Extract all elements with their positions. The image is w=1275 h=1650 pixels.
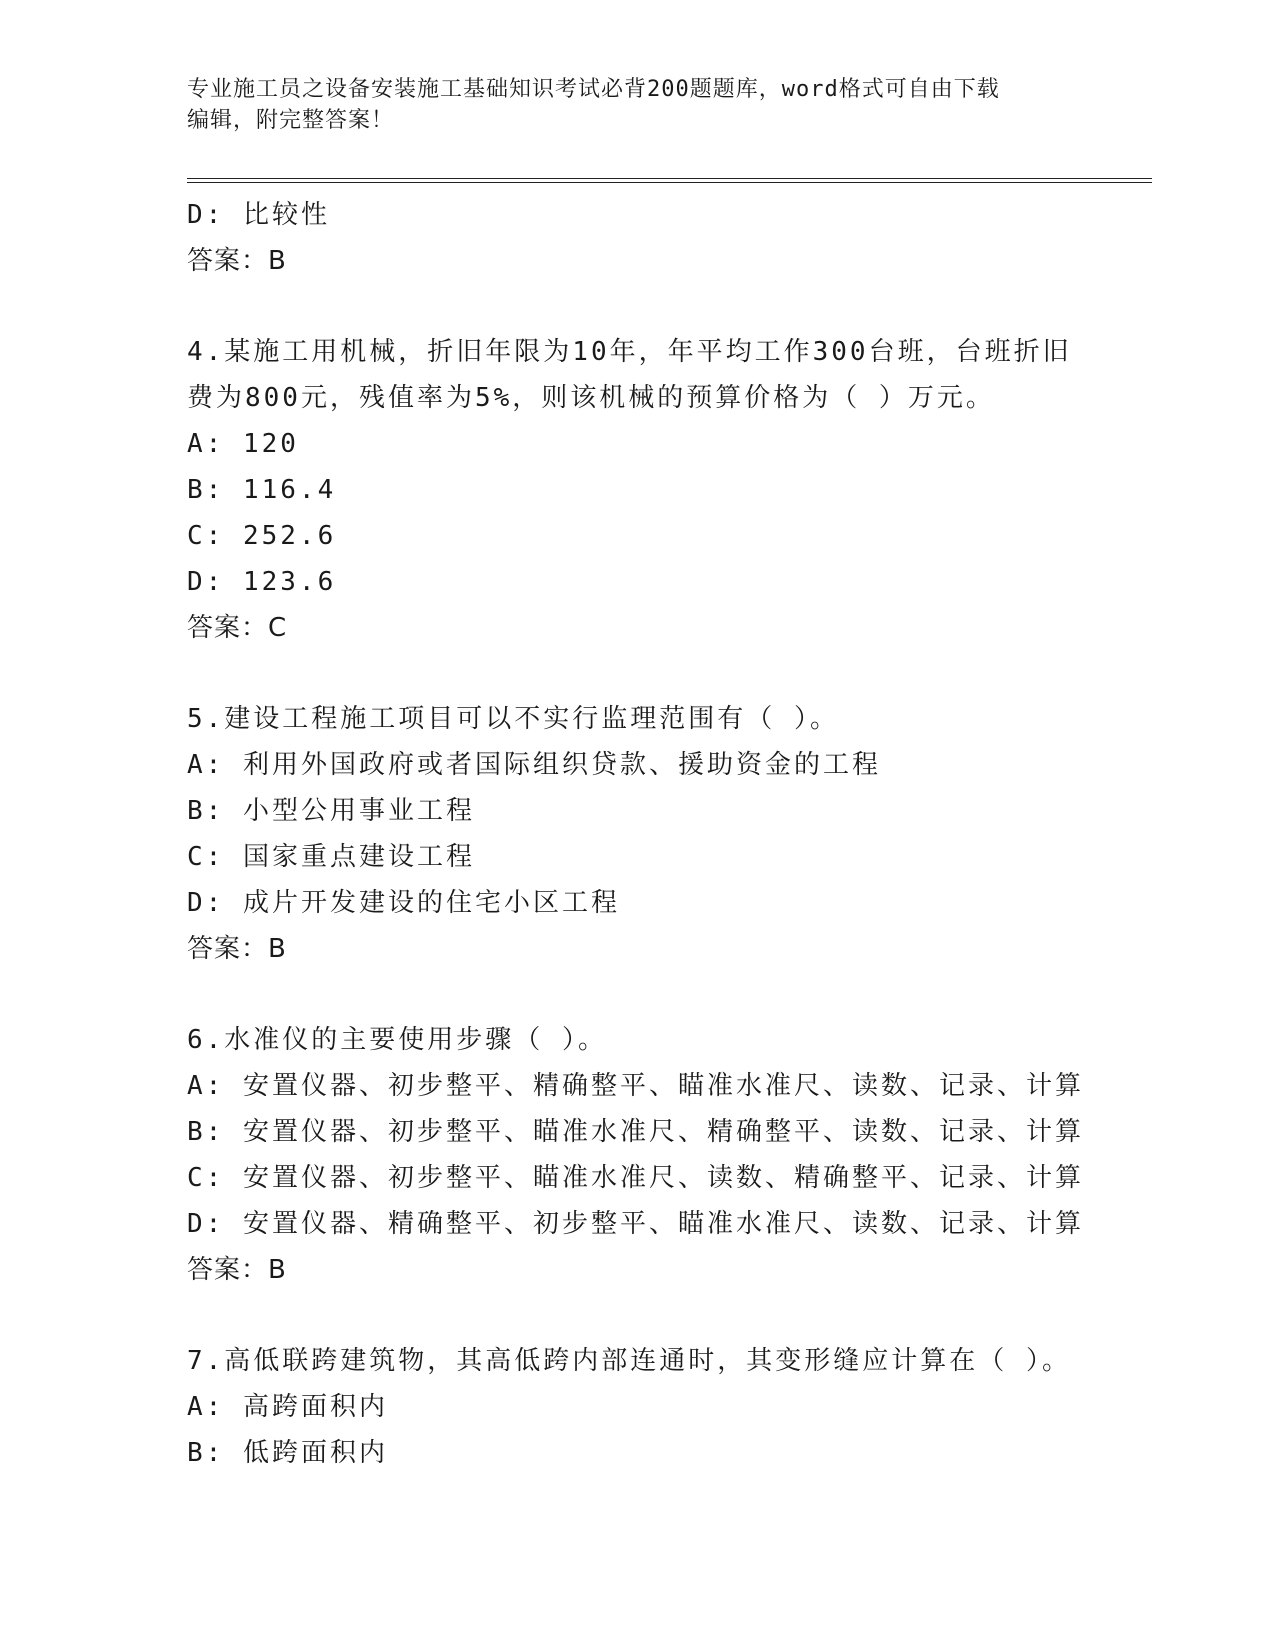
answer-line: 答案：B (187, 246, 287, 276)
answer-line: 答案：C (187, 613, 288, 643)
header-title-line-1: 专业施工员之设备安装施工基础知识考试必背200题题库，word格式可自由下载 (187, 77, 1000, 102)
question-block-6 (187, 1017, 1087, 1293)
header-title-line-2: 编辑，附完整答案！ (187, 108, 395, 133)
document-header (187, 74, 1067, 136)
option-b: B: 116.4 (187, 475, 337, 505)
question-block-3-fragment (187, 192, 1087, 284)
option-d: D: 比较性 (187, 200, 330, 230)
option-d: D: 安置仪器、精确整平、初步整平、瞄准水准尺、读数、记录、计算 (187, 1209, 1084, 1239)
option-c: C: 安置仪器、初步整平、瞄准水准尺、读数、精确整平、记录、计算 (187, 1163, 1084, 1193)
question-stem-line-1: 6.水准仪的主要使用步骤（ ）。 (187, 1025, 607, 1055)
option-a: A: 高跨面积内 (187, 1392, 388, 1422)
question-block-7 (187, 1338, 1087, 1476)
option-a: A: 120 (187, 429, 299, 459)
option-a: A: 利用外国政府或者国际组织贷款、援助资金的工程 (187, 750, 881, 780)
header-divider-bottom (187, 182, 1152, 183)
option-c: C: 国家重点建设工程 (187, 842, 475, 872)
header-divider-top (187, 178, 1152, 179)
question-content (187, 192, 1087, 1476)
question-block-5 (187, 696, 1087, 972)
question-stem-line-1: 4.某施工用机械，折旧年限为10年，年平均工作300台班，台班折旧 (187, 337, 1072, 367)
question-stem-line-1: 5.建设工程施工项目可以不实行监理范围有（ ）。 (187, 704, 839, 734)
question-stem-line-1: 7.高低联跨建筑物，其高低跨内部连通时，其变形缝应计算在（ ）。 (187, 1346, 1071, 1376)
question-block-4 (187, 329, 1087, 651)
answer-line: 答案：B (187, 934, 287, 964)
option-b: B: 安置仪器、初步整平、瞄准水准尺、精确整平、读数、记录、计算 (187, 1117, 1084, 1147)
option-d: D: 成片开发建设的住宅小区工程 (187, 888, 620, 918)
question-stem-line-2: 费为800元，残值率为5%，则该机械的预算价格为（ ）万元。 (187, 383, 995, 413)
answer-line: 答案：B (187, 1255, 287, 1285)
option-b: B: 小型公用事业工程 (187, 796, 475, 826)
option-d: D: 123.6 (187, 567, 337, 597)
option-b: B: 低跨面积内 (187, 1438, 388, 1468)
option-c: C: 252.6 (187, 521, 337, 551)
option-a: A: 安置仪器、初步整平、精确整平、瞄准水准尺、读数、记录、计算 (187, 1071, 1084, 1101)
